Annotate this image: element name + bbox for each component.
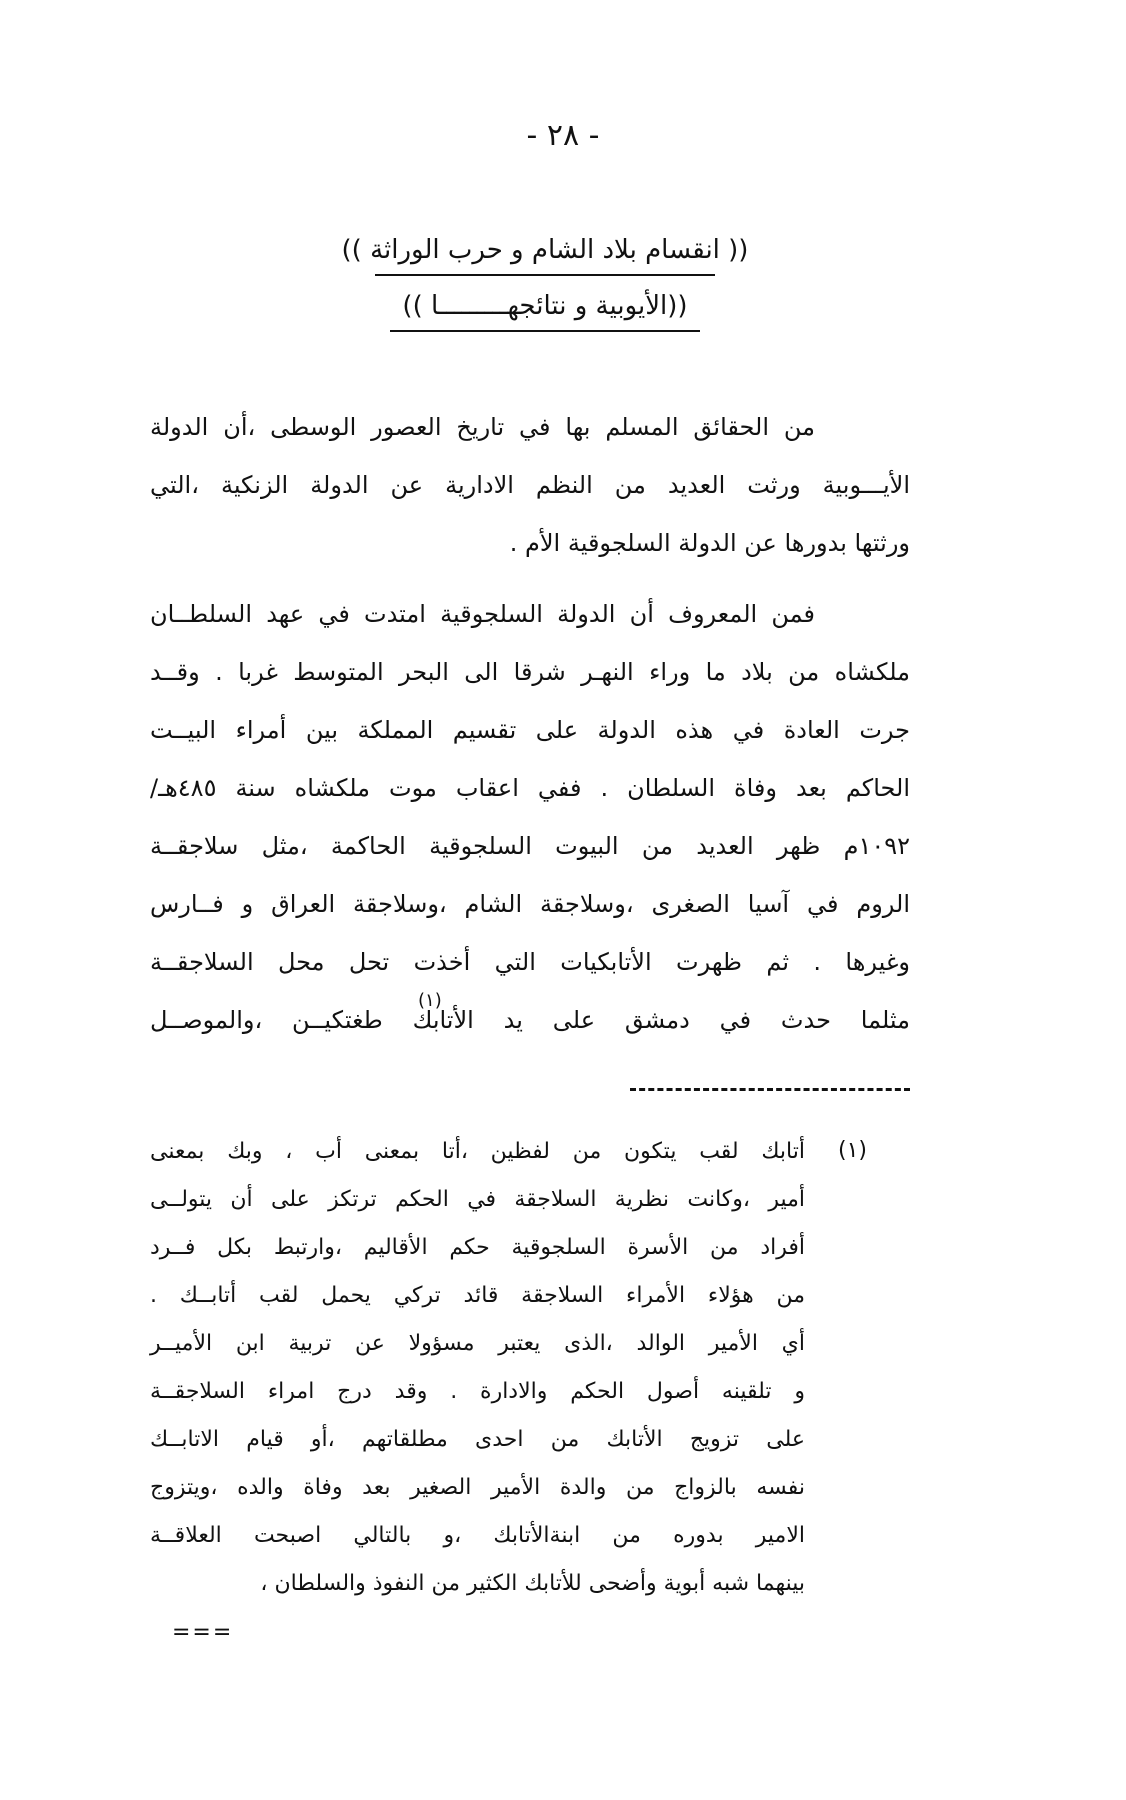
footnote-line: أتابك لقب يتكون من لفظين ،أتا بمعنى أب ، وبك بمعنى bbox=[150, 1139, 805, 1164]
footnote-separator bbox=[630, 1088, 910, 1091]
paragraph-line: من الحقائق المسلم بها في تاريخ العصور الوسطى ،أن الدولة bbox=[150, 413, 815, 441]
footnote-line: أفراد من الأسرة السلجوقية حكم الأقاليم ،وارتبط بكل فــرد bbox=[150, 1235, 805, 1260]
paragraph-2 bbox=[150, 585, 910, 1049]
paragraph-line: وغيرها . ثم ظهرت الأتابكيات التي أخذت تحل محل السلاجقــة bbox=[150, 948, 910, 976]
footnote-line: أمير ،وكانت نظرية السلاجقة في الحكم ترتكز على أن يتولــى bbox=[150, 1187, 805, 1212]
paragraph-line: ورثتها بدورها عن الدولة السلجوقية الأم . bbox=[509, 529, 910, 557]
footnote-reference: (١) bbox=[418, 990, 442, 1011]
paragraph-line-text: مثلما حدث في دمشق على يد الأتابك طغتكيــن ،والموصــل bbox=[150, 1006, 910, 1034]
page-number: - ٢٨ - bbox=[526, 118, 600, 153]
paragraph-line: الأيـــوبية ورثت العديد من النظم الادارية عن الدولة الزنكية ،التي bbox=[150, 471, 910, 499]
paragraph-1 bbox=[150, 398, 910, 572]
footnote-line: نفسه بالزواج من والدة الأمير الصغير بعد وفاة والده ،ويتزوج bbox=[150, 1475, 805, 1500]
footnote bbox=[150, 1128, 805, 1608]
title-line-2: ((الأيوبية و نتائجهـــــــــا )) bbox=[402, 291, 688, 321]
footnote-line: و تلقينه أصول الحكم والادارة . وقد درج امراء السلاجقــة bbox=[150, 1379, 805, 1404]
footnote-line: الامير بدوره من ابنةالأتابك ،و بالتالي اصبحت العلاقــة bbox=[150, 1523, 805, 1548]
paragraph-line: الروم في آسيا الصغرى ،وسلاجقة الشام ،وسلاجقة العراق و فــارس bbox=[150, 890, 910, 918]
paragraph-line: ١٠٩٢م ظهر العديد من البيوت السلجوقية الحاكمة ،مثل سلاجقــة bbox=[150, 832, 910, 860]
title-line-1: (( انقسام بلاد الشام و حرب الوراثة )) bbox=[341, 235, 749, 265]
footnote-line: أي الأمير الوالد ،الذى يعتبر مسؤولا عن تربية ابن الأميــر bbox=[150, 1331, 805, 1356]
paragraph-line: فمن المعروف أن الدولة السلجوقية امتدت في عهد السلطــان bbox=[150, 600, 815, 628]
title-underline-2 bbox=[390, 330, 700, 332]
paragraph-line: الحاكم بعد وفاة السلطان . ففي اعقاب موت ملكشاه سنة ٤٨٥هـ/ bbox=[150, 774, 910, 802]
footnote-line: على تزويج الأتابك من احدى مطلقاتهم ،أو قيام الاتابــك bbox=[150, 1427, 805, 1452]
paragraph-line bbox=[150, 991, 910, 1049]
footnote-line: من هؤلاء الأمراء السلاجقة قائد تركي يحمل لقب أتابــك . bbox=[150, 1283, 805, 1308]
footnote-marker: (١) bbox=[838, 1138, 868, 1163]
title-underline-1 bbox=[375, 274, 715, 276]
paragraph-line: ملكشاه من بلاد ما وراء النهـر شرقا الى البحر المتوسط غربا . وقــد bbox=[150, 658, 910, 686]
footnote-line: بينهما شبه أبوية وأضحى للأتابك الكثير من النفوذ والسلطان ، bbox=[260, 1571, 805, 1596]
chapter-title bbox=[330, 232, 760, 332]
paragraph-line: جرت العادة في هذه الدولة على تقسيم المملكة بين أمراء البيــت bbox=[150, 716, 910, 744]
end-mark: === bbox=[172, 1620, 234, 1645]
